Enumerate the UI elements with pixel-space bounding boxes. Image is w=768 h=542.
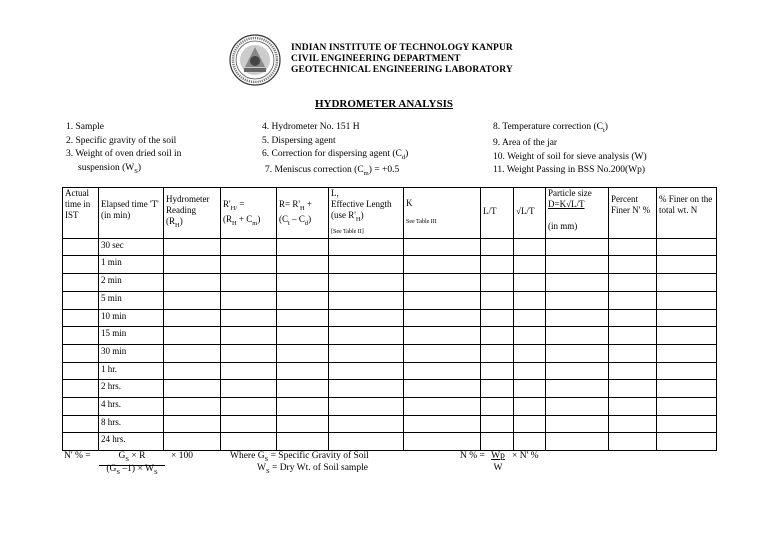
empty-cell xyxy=(63,327,99,345)
empty-cell xyxy=(481,397,514,415)
empty-cell xyxy=(221,433,277,451)
lab-name: GEOTECHNICAL ENGINEERING LABORATORY xyxy=(291,65,513,75)
empty-cell xyxy=(221,397,277,415)
empty-cell xyxy=(514,380,546,398)
header-percent-finer: Percent Finer N' % xyxy=(609,188,657,239)
empty-cell xyxy=(329,327,404,345)
empty-cell xyxy=(329,309,404,327)
empty-cell xyxy=(514,238,546,256)
header-effective-length: L, Effective Length (use $R'_H$) [See Table II] xyxy=(329,188,404,239)
empty-cell xyxy=(609,256,657,274)
empty-cell xyxy=(481,415,514,433)
empty-cell xyxy=(657,344,717,362)
empty-cell xyxy=(546,362,609,380)
empty-cell xyxy=(277,433,329,451)
institute-name: INDIAN INSTITUTE OF TECHNOLOGY KANPUR xyxy=(291,43,513,53)
empty-cell xyxy=(329,291,404,309)
elapsed-time-cell: 30 sec xyxy=(99,238,164,256)
empty-cell xyxy=(277,415,329,433)
param-dispersing-agent: 5. Dispersing agent xyxy=(262,135,336,146)
formula-finer-total-lhs: N % = xyxy=(460,451,485,461)
param-temperature-correction: 8. Temperature correction $(C_t)$ xyxy=(493,122,608,134)
empty-cell xyxy=(164,274,221,292)
table-row xyxy=(63,309,717,327)
empty-cell xyxy=(63,380,99,398)
param-sieve-weight: 10. Weight of soil for sieve analysis (W) xyxy=(493,151,647,162)
empty-cell xyxy=(277,344,329,362)
institute-header xyxy=(291,43,513,76)
empty-cell xyxy=(221,256,277,274)
table-row xyxy=(63,256,717,274)
header-l-over-t: L/T xyxy=(481,188,514,239)
empty-cell xyxy=(221,238,277,256)
empty-cell xyxy=(609,274,657,292)
empty-cell xyxy=(546,309,609,327)
header-particle-size: Particle size D=K√L/T (in mm) xyxy=(546,188,609,239)
empty-cell xyxy=(277,380,329,398)
empty-cell xyxy=(63,309,99,327)
empty-cell xyxy=(221,362,277,380)
empty-cell xyxy=(657,380,717,398)
empty-cell xyxy=(404,327,481,345)
empty-cell xyxy=(164,433,221,451)
param-specific-gravity: 2. Specific gravity of the soil xyxy=(66,135,177,146)
table-row xyxy=(63,433,717,451)
header-finer-total: % Finer on the total wt. N xyxy=(657,188,717,239)
empty-cell xyxy=(514,344,546,362)
param-oven-dried-weight: 3. Weight of oven dried soil in xyxy=(66,149,182,159)
param-jar-area: 9. Area of the jar xyxy=(493,138,558,149)
empty-cell xyxy=(329,362,404,380)
iit-kanpur-seal-icon xyxy=(229,34,281,86)
empty-cell xyxy=(609,415,657,433)
formula-finer-total-denominator: W xyxy=(493,463,503,473)
empty-cell xyxy=(164,256,221,274)
param-oven-dried-weight-cont: suspension $(W_S)$ xyxy=(78,162,141,175)
empty-cell xyxy=(481,380,514,398)
elapsed-time-cell: 24 hrs. xyxy=(99,433,164,451)
empty-cell xyxy=(277,362,329,380)
header-k-value: K $_{See Table III}$ xyxy=(404,188,481,239)
params-col-1 xyxy=(66,121,181,178)
empty-cell xyxy=(657,362,717,380)
empty-cell xyxy=(164,415,221,433)
header-hydrometer-reading: Hydrometer Reading $(R_H)$ xyxy=(164,188,221,239)
empty-cell xyxy=(514,415,546,433)
empty-cell xyxy=(63,256,99,274)
header-actual-time: Actual time in IST xyxy=(63,188,99,239)
empty-cell xyxy=(657,433,717,451)
empty-cell xyxy=(63,344,99,362)
empty-cell xyxy=(221,327,277,345)
elapsed-time-cell: 10 min xyxy=(99,309,164,327)
empty-cell xyxy=(164,327,221,345)
table-row xyxy=(63,238,717,256)
table-row xyxy=(63,344,717,362)
formula-percent-finer-lhs: N' % = xyxy=(64,451,91,461)
empty-cell xyxy=(164,397,221,415)
empty-cell xyxy=(514,274,546,292)
empty-cell xyxy=(546,344,609,362)
empty-cell xyxy=(404,274,481,292)
table-row xyxy=(63,274,717,292)
empty-cell xyxy=(329,415,404,433)
empty-cell xyxy=(657,274,717,292)
empty-cell xyxy=(657,238,717,256)
elapsed-time-cell: 5 min xyxy=(99,291,164,309)
empty-cell xyxy=(546,238,609,256)
table-header-row xyxy=(63,188,717,239)
empty-cell xyxy=(63,274,99,292)
param-weight-passing: 11. Weight Passing in BSS No.200(Wp) xyxy=(493,165,646,176)
empty-cell xyxy=(657,291,717,309)
empty-cell xyxy=(404,380,481,398)
empty-cell xyxy=(404,309,481,327)
empty-cell xyxy=(277,309,329,327)
params-col-3 xyxy=(493,121,647,178)
elapsed-time-cell: 1 hr. xyxy=(99,362,164,380)
department-name: CIVIL ENGINEERING DEPARTMENT xyxy=(291,54,461,64)
empty-cell xyxy=(514,362,546,380)
empty-cell xyxy=(657,327,717,345)
empty-cell xyxy=(657,309,717,327)
formula-where-ws: $W_S$ = Dry Wt. of Soil sample xyxy=(257,463,368,475)
empty-cell xyxy=(221,380,277,398)
empty-cell xyxy=(63,362,99,380)
empty-cell xyxy=(514,327,546,345)
empty-cell xyxy=(514,309,546,327)
empty-cell xyxy=(481,291,514,309)
empty-cell xyxy=(63,415,99,433)
empty-cell xyxy=(609,291,657,309)
empty-cell xyxy=(164,309,221,327)
empty-cell xyxy=(546,256,609,274)
empty-cell xyxy=(404,256,481,274)
empty-cell xyxy=(481,309,514,327)
empty-cell xyxy=(63,238,99,256)
empty-cell xyxy=(63,397,99,415)
formula-where-gs: Where $G_S$ = Specific Gravity of Soil xyxy=(230,451,369,463)
elapsed-time-cell: 30 min xyxy=(99,344,164,362)
empty-cell xyxy=(481,327,514,345)
formula-percent-finer-numerator: $G_S \times R$ xyxy=(99,451,165,466)
table-row xyxy=(63,327,717,345)
elapsed-time-cell: 8 hrs. xyxy=(99,415,164,433)
empty-cell xyxy=(546,397,609,415)
empty-cell xyxy=(609,433,657,451)
empty-cell xyxy=(329,238,404,256)
empty-cell xyxy=(164,344,221,362)
empty-cell xyxy=(277,238,329,256)
empty-cell xyxy=(277,291,329,309)
formula-finer-total-numerator: Wp xyxy=(491,451,505,461)
empty-cell xyxy=(514,291,546,309)
empty-cell xyxy=(63,291,99,309)
empty-cell xyxy=(221,274,277,292)
empty-cell xyxy=(481,344,514,362)
table-row xyxy=(63,397,717,415)
empty-cell xyxy=(164,291,221,309)
empty-cell xyxy=(329,397,404,415)
empty-cell xyxy=(609,380,657,398)
empty-cell xyxy=(481,238,514,256)
empty-cell xyxy=(329,344,404,362)
empty-cell xyxy=(609,327,657,345)
empty-cell xyxy=(277,397,329,415)
empty-cell xyxy=(277,327,329,345)
empty-cell xyxy=(404,362,481,380)
empty-cell xyxy=(609,344,657,362)
empty-cell xyxy=(404,397,481,415)
elapsed-time-cell: 15 min xyxy=(99,327,164,345)
empty-cell xyxy=(514,433,546,451)
header-corrected-reading-r: $R= R'_H$ + $(C_t - C_d)$ xyxy=(277,188,329,239)
empty-cell xyxy=(481,362,514,380)
empty-cell xyxy=(609,309,657,327)
elapsed-time-cell: 1 min xyxy=(99,256,164,274)
empty-cell xyxy=(657,415,717,433)
empty-cell xyxy=(481,274,514,292)
empty-cell xyxy=(221,344,277,362)
params-col-2 xyxy=(262,121,408,181)
empty-cell xyxy=(329,433,404,451)
empty-cell xyxy=(609,397,657,415)
empty-cell xyxy=(404,433,481,451)
empty-cell xyxy=(657,256,717,274)
document-title: HYDROMETER ANALYSIS xyxy=(314,98,454,110)
table-row xyxy=(63,291,717,309)
header-sqrt-l-over-t: √L/T xyxy=(514,188,546,239)
empty-cell xyxy=(609,362,657,380)
formula-percent-finer-multiplier: × 100 xyxy=(171,451,193,461)
empty-cell xyxy=(221,309,277,327)
header-corrected-reading-rh: $R'_{H/}$ = $(R_H + C_m)$ xyxy=(221,188,277,239)
empty-cell xyxy=(481,256,514,274)
empty-cell xyxy=(546,291,609,309)
empty-cell xyxy=(404,291,481,309)
empty-cell xyxy=(546,380,609,398)
empty-cell xyxy=(657,397,717,415)
formula-percent-finer-denominator: ($G_S$ $-1) \times W_S$ xyxy=(106,464,158,476)
empty-cell xyxy=(546,274,609,292)
empty-cell xyxy=(404,238,481,256)
empty-cell xyxy=(221,415,277,433)
empty-cell xyxy=(221,291,277,309)
empty-cell xyxy=(164,362,221,380)
empty-cell xyxy=(546,415,609,433)
param-hydrometer-no: 4. Hydrometer No. 151 H xyxy=(262,122,360,132)
table-row xyxy=(63,380,717,398)
hydrometer-data-table xyxy=(62,187,717,451)
empty-cell xyxy=(63,433,99,451)
elapsed-time-cell: 2 hrs. xyxy=(99,380,164,398)
empty-cell xyxy=(329,256,404,274)
elapsed-time-cell: 4 hrs. xyxy=(99,397,164,415)
table-row xyxy=(63,415,717,433)
empty-cell xyxy=(404,344,481,362)
empty-cell xyxy=(277,256,329,274)
param-sample: 1. Sample xyxy=(66,122,104,132)
table-row xyxy=(63,362,717,380)
empty-cell xyxy=(277,274,329,292)
empty-cell xyxy=(546,327,609,345)
header-elapsed-time: Elapsed time 'T' (in min) xyxy=(99,188,164,239)
elapsed-time-cell: 2 min xyxy=(99,274,164,292)
empty-cell xyxy=(514,256,546,274)
empty-cell xyxy=(404,415,481,433)
formula-finer-total-multiplier: × N' % xyxy=(512,451,539,461)
empty-cell xyxy=(481,433,514,451)
empty-cell xyxy=(329,274,404,292)
empty-cell xyxy=(164,238,221,256)
empty-cell xyxy=(329,380,404,398)
empty-cell xyxy=(514,397,546,415)
param-dispersing-correction: 6. Correction for dispersing agent $(C_d)$ xyxy=(262,149,409,161)
empty-cell xyxy=(609,238,657,256)
param-meniscus-correction: 7. Meniscus correction $(C_m) = +0.5$ xyxy=(265,165,400,178)
empty-cell xyxy=(546,433,609,451)
empty-cell xyxy=(164,380,221,398)
